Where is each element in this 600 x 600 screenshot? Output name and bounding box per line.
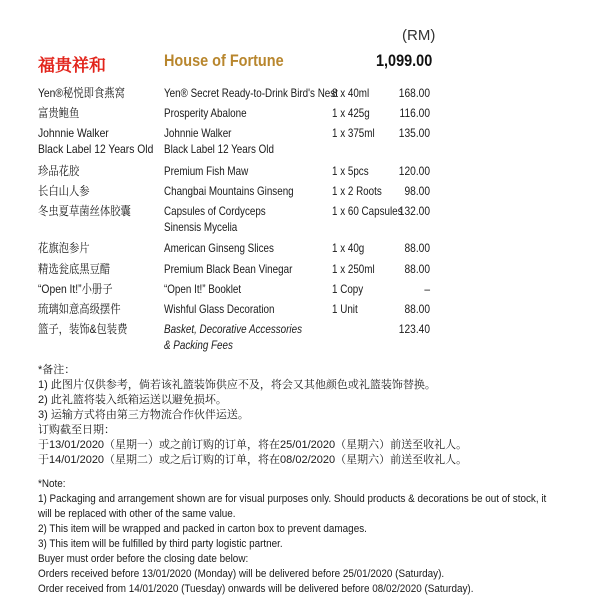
item-name-chinese: Johnnie Walker Black Label 12 Years Old (38, 126, 154, 156)
note-line: Order received from 14/01/2020 (Tuesday) onwards will be delivered before 08/02/2020 (Saturday). (38, 583, 474, 595)
item-name-english: Capsules of Cordyceps Sinensis Mycelia (164, 204, 266, 234)
item-name-chinese: 富贵鲍鱼 (38, 106, 80, 120)
item-name-english: Johnnie Walker Black Label 12 Years Old (164, 126, 274, 156)
note-line: 2) 此礼篮将装入纸箱运送以避免损坏。 (38, 394, 227, 406)
item-quantity: 1 x 40g (332, 241, 365, 255)
note-line: 3) This item will be fulfilled by third party logistic partner. (38, 538, 283, 550)
item-name-english: Premium Fish Maw (164, 164, 249, 178)
item-name-english: Prosperity Abalone (164, 106, 247, 120)
item-name-english: Premium Black Bean Vinegar (164, 262, 293, 276)
item-name-english: Changbai Mountains Ginseng (164, 184, 294, 198)
note-line: 2) This item will be wrapped and packed in carton box to prevent damages. (38, 523, 367, 535)
item-name-chinese: 冬虫夏草菌丝体胶囊 (38, 204, 131, 218)
notes-chinese (38, 363, 467, 468)
note-line: *备注： (38, 364, 76, 376)
item-price: 98.00 (404, 184, 430, 198)
note-line: will be replaced with other of the same value. (38, 508, 236, 520)
item-price: 168.00 (398, 86, 430, 100)
item-price: 88.00 (404, 302, 430, 316)
item-price: 135.00 (398, 126, 430, 140)
item-name-english: “Open It!” Booklet (164, 282, 242, 296)
hamper-total-price: 1,099.00 (376, 51, 433, 70)
item-quantity: 1 x 250ml (332, 262, 375, 276)
note-line: 于14/01/2020（星期二）或之后订购的订单，将在08/02/2020（星期六）前送至收礼人。 (38, 454, 468, 466)
item-price: 116.00 (399, 106, 430, 120)
note-line: 1) Packaging and arrangement shown are for visual purposes only. Should products & decorations be out of stock, it (38, 493, 547, 505)
item-name-chinese: “Open It!”小册子 (38, 282, 113, 296)
item-quantity: 1 Unit (332, 302, 358, 316)
note-line: Orders received before 13/01/2020 (Monday) will be delivered before 25/01/2020 (Saturday). (38, 568, 445, 580)
item-price: 120.00 (398, 164, 430, 178)
item-quantity: 1 x 375ml (332, 126, 375, 140)
item-quantity: 8 x 40ml (332, 86, 370, 100)
currency-label: (RM) (402, 27, 436, 44)
item-quantity: 1 x 60 Capsules (332, 204, 403, 218)
item-name-chinese: 精选瓮底黑豆醋 (38, 262, 111, 276)
item-name-english: Basket, Decorative Accessories & Packing Fees (164, 322, 303, 352)
item-name-english: American Ginseng Slices (164, 241, 274, 255)
item-name-chinese: 琉璃如意高级摆件 (38, 302, 121, 316)
item-name-chinese: 珍品花胶 (38, 164, 80, 178)
item-price: 132.00 (398, 204, 430, 218)
item-name-chinese: Yen®秘悦即食燕窝 (38, 86, 125, 100)
item-price: 88.00 (404, 241, 430, 255)
item-name-english: Yen® Secret Ready-to-Drink Bird's Nest (164, 86, 338, 100)
item-name-chinese: 篮子，装饰&包装费 (38, 322, 128, 336)
item-name-chinese: 长白山人参 (38, 184, 90, 198)
item-quantity: 1 x 2 Roots (332, 184, 382, 198)
hamper-title-chinese: 福贵祥和 (38, 56, 106, 75)
item-quantity: 1 x 5pcs (332, 164, 369, 178)
notes-english (38, 477, 546, 597)
item-price: – (424, 282, 430, 296)
note-line: *Note: (38, 478, 66, 490)
note-line: 3) 运输方式将由第三方物流合作伙伴运送。 (38, 409, 249, 421)
item-price: 88.00 (404, 262, 430, 276)
item-name-english: Wishful Glass Decoration (164, 302, 275, 316)
hamper-title-english: House of Fortune (164, 51, 284, 70)
item-quantity: 1 x 425g (332, 106, 370, 120)
item-name-chinese: 花旗泡参片 (38, 241, 90, 255)
note-line: 订购截至日期： (38, 424, 115, 436)
note-line: 1) 此图片仅供参考，倘若该礼篮装饰供应不及，将会又其他颜色或礼篮装饰替换。 (38, 379, 436, 391)
item-price: 123.40 (398, 322, 430, 336)
item-quantity: 1 Copy (332, 282, 364, 296)
note-line: Buyer must order before the closing date below: (38, 553, 249, 565)
note-line: 于13/01/2020（星期一）或之前订购的订单，将在25/01/2020（星期六）前送至收礼人。 (38, 439, 468, 451)
